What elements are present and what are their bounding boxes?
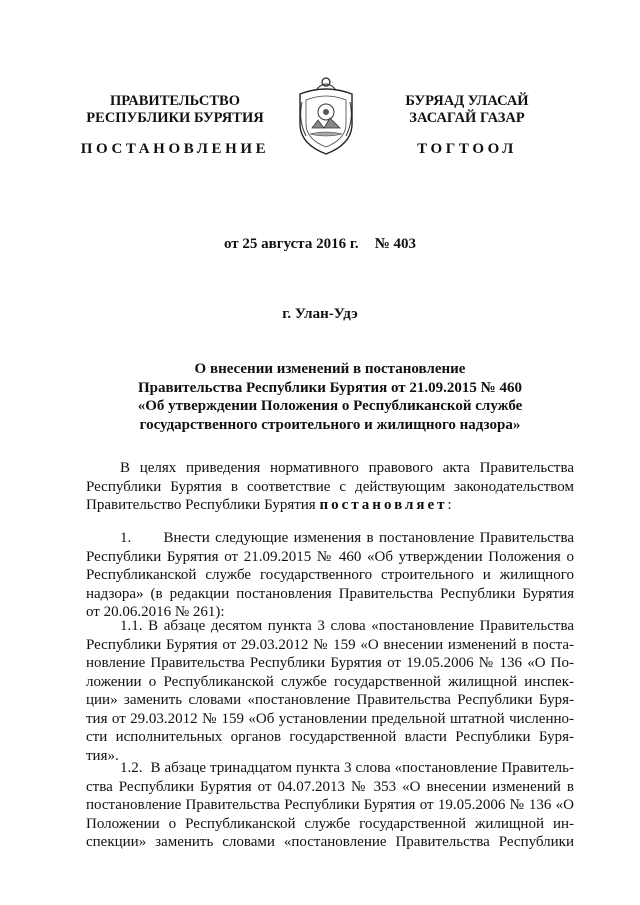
item-1-1-paragraph <box>86 617 574 765</box>
text-line: 1. Внести следующие изменения в постановление Правительства <box>120 530 574 546</box>
decree-word: постановляет <box>319 497 448 513</box>
text-line: Республики Бурятия от 21.09.2015 № 460 «Об утверждении Положения о <box>86 548 574 565</box>
text-line: ства Республики Бурятия от 04.07.2013 № 353 «О внесении изменений в <box>86 778 574 795</box>
document-type-buryat: ТОГТООЛ <box>417 141 517 157</box>
text-line: В целях приведения нормативного правового акта Правительства <box>120 460 574 476</box>
text-line: сти исполнительных органов государственной власти Республики Буря- <box>86 729 574 745</box>
header-left-line-2: РЕСПУБЛИКИ БУРЯТИЯ <box>86 110 264 126</box>
text-line: от 20.06.2016 № 261): <box>86 604 225 620</box>
text-line: Республики Бурятия в соответствие с действующим законодательством <box>86 478 574 495</box>
government-name-buryat <box>372 93 562 127</box>
text-line: ции» заменить словами «постановление Правительства Республики Буря- <box>86 692 574 708</box>
text-prefix: Правительство Республики Бурятия <box>86 497 320 513</box>
coat-of-arms-icon <box>294 74 358 156</box>
decree-date: от 25 августа 2016 г. <box>223 236 359 252</box>
header-left-line-1: ПРАВИТЕЛЬСТВО <box>110 93 240 109</box>
date-and-number <box>0 236 640 253</box>
government-name-russian <box>80 93 270 127</box>
text-line: надзора» (в редакции постановления Правительства Республики Бурятия <box>86 585 574 602</box>
decree-title <box>80 360 580 434</box>
header-right-line-2: ЗАСАГАЙ ГАЗАР <box>409 110 525 126</box>
text-line: ложении о Республиканской службе государственной жилищной инспек- <box>86 673 574 690</box>
text-suffix: : <box>447 497 452 513</box>
item-1-paragraph <box>86 529 574 622</box>
text-line: спекции» заменить словами «постановление Правительства Республики <box>86 834 574 850</box>
text-line: тия от 29.03.2012 № 159 «Об установлении предельной штатной численно- <box>86 710 574 727</box>
text-line: тия». <box>86 747 119 764</box>
decree-number: № 403 <box>374 236 417 252</box>
city: г. Улан-Удэ <box>282 306 358 322</box>
document-type-russian: ПОСТАНОВЛЕНИЕ <box>80 141 270 157</box>
item-1-2-paragraph <box>86 759 574 852</box>
header-right-line-1: БУРЯАД УЛАСАЙ <box>405 93 529 109</box>
text-line: Положении о Республиканской службе государственной жилищной ин- <box>86 815 574 832</box>
title-line: Правительства Республики Бурятия от 21.09.2015 № 460 <box>137 379 522 396</box>
text-line-decree <box>86 496 574 515</box>
text-line: Республиканской службе государственного строительного и жилищного <box>86 567 574 583</box>
preamble-paragraph <box>86 459 574 515</box>
title-line: О внесении изменений в постановление <box>194 361 466 377</box>
text-line: постановление Правительства Республики Бурятия от 19.05.2006 № 136 «О <box>86 797 574 813</box>
text-line: новление Правительства Республики Бурятия от 19.05.2006 № 136 «О По- <box>86 655 574 671</box>
title-line: государственного строительного и жилищного надзора» <box>139 416 521 433</box>
text-line: Республики Бурятия от 29.03.2012 № 159 «О внесении изменений в поста- <box>86 636 574 653</box>
text-line: 1.2. В абзаце тринадцатом пункта 3 слова «постановление Правитель- <box>120 760 574 776</box>
title-line: «Об утверждении Положения о Республиканской службе <box>137 398 523 414</box>
text-line: 1.1. В абзаце десятом пункта 3 слова «постановление Правительства <box>120 618 574 634</box>
